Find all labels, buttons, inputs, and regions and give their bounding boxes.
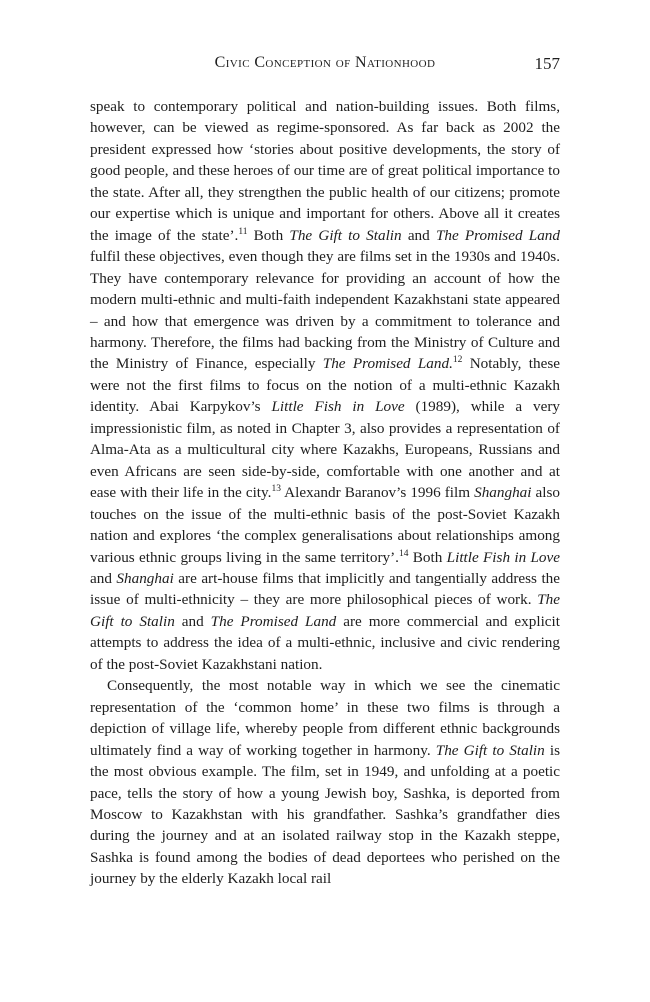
footnote-marker: 12 [452, 355, 463, 366]
text-run: and [90, 569, 117, 587]
running-head [90, 54, 560, 78]
text-run: Alexandr Baranov’s 1996 film [280, 484, 475, 502]
body-text [90, 96, 560, 890]
running-title: Civic Conception of Nationhood [214, 54, 436, 71]
italic-title: Shanghai [474, 484, 532, 502]
paragraph [90, 96, 560, 675]
italic-title: The Promised Land. [322, 355, 453, 373]
text-run: speak to contemporary political and nation-building issues. Both films, however, can be viewed as regime-sponsored. As far back as 2002 the president expressed how ‘stories about positive developments, the story of good people, and these heroes of our time are of great political importance to the state. After all, they strengthen the public health of our citizens; promote our expertise which is unique and important for others. Above all it creates the image of the state’. [90, 98, 560, 244]
text-run: Both [408, 548, 447, 566]
italic-title: The Promised Land [210, 612, 337, 630]
text-run: also touches on the issue of the multi-ethnic basis of the post-Soviet Kazakh nation and explores ‘the complex generalisations about relationships among various ethnic groups living in the same territory’. [90, 484, 561, 566]
text-run: are art-house films that implicitly and tangentially address the issue of multi-ethnicity – they are more philosophical pieces of work. [90, 569, 560, 609]
paragraph [90, 675, 560, 890]
text-run: Consequently, the most notable way in which we see the cinematic representation of the ‘common home’ in these two films is through a depiction of village life, whereby people from different ethnic backgrounds ultimately find a way of working together in harmony. [90, 677, 560, 759]
text-run: Both [247, 226, 290, 244]
text-run: and [174, 612, 211, 630]
footnote-marker: 11 [238, 226, 248, 237]
footnote-marker: 13 [271, 484, 281, 495]
italic-title: The Gift to Stalin [90, 591, 560, 630]
italic-title: The Promised Land [435, 226, 560, 244]
page-number: 157 [534, 54, 560, 73]
text-run: and [401, 226, 436, 244]
text-run: are more commercial and explicit attempts to address the idea of a multi-ethnic, inclusive and civic rendering of the post-Soviet Kazakhstani nation. [90, 612, 560, 673]
italic-title: The Gift to Stalin [435, 741, 545, 759]
italic-title: Little Fish in Love [271, 398, 405, 416]
italic-title: The Gift to Stalin [289, 226, 402, 244]
text-run: is the most obvious example. The film, set in 1949, and unfolding at a poetic pace, tells the story of how a young Jewish boy, Sashka, is deported from Moscow to Kazakhstan with his grandfather. Sashka’s grandfather dies during the journey and at an isolated railway stop in the Kazakh steppe, Sashka is found among the bodies of dead deportees who perished on the journey by the elderly Kazakh local rail [90, 741, 560, 888]
italic-title: Little Fish in Love [446, 548, 560, 566]
text-run: Notably, these were not the first films to focus on the notion of a multi-ethnic Kazakh identity. Abai Karpykov’s [90, 355, 560, 416]
text-run: (1989), while a very impressionistic film, as noted in Chapter 3, also provides a representation of Alma-Ata as a multicultural city where Kazakhs, Europeans, Russians and even Africans are seen side-by-side, comfortable with one another and at ease with their life in the city. [90, 398, 560, 502]
text-run: fulfil these objectives, even though they are films set in the 1930s and 1940s. They have contemporary relevance for providing an account of how the modern multi-ethnic and multi-faith independent Kazakhstani state appeared – and how that emergence was driven by a commitment to tolerance and harmony. Therefore, the films had backing from the Ministry of Culture and the Ministry of Finance, especially [90, 248, 560, 373]
italic-title: Shanghai [116, 569, 174, 587]
footnote-marker: 14 [398, 548, 409, 559]
